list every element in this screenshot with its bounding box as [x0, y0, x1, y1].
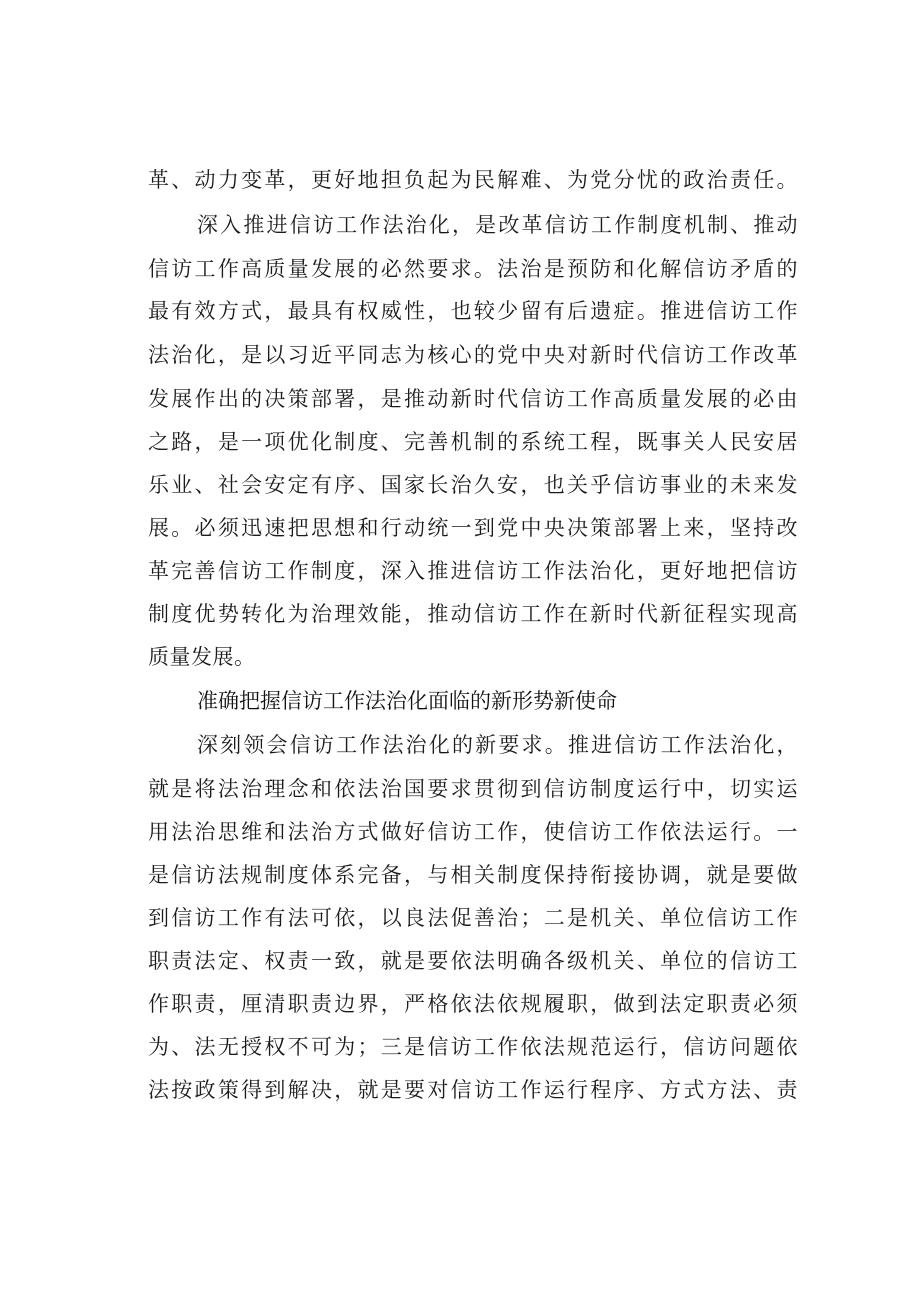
text-line: 革、动力变革，更好地担负起为民解难、为党分忧的政治责任。	[148, 168, 798, 192]
text-line: 用法治思维和法治方式做好信访工作，使信访工作依法运行。一	[148, 820, 798, 844]
text-line: 乐业、社会安定有序、国家长治久安，也关乎信访事业的未来发	[148, 473, 798, 497]
text-line: 深刻领会信访工作法治化的新要求。推进信访工作法治化，	[197, 733, 798, 757]
text-line: 作职责，厘清职责边界，严格依法依规履职，做到法定职责必须	[148, 992, 798, 1016]
text-line: 为、法无授权不可为；三是信访工作依法规范运行，信访问题依	[148, 1035, 798, 1059]
text-line: 发展作出的决策部署，是推动新时代信访工作高质量发展的必由	[148, 387, 798, 411]
text-line: 最有效方式，最具有权威性，也较少留有后遗症。推进信访工作	[148, 299, 798, 323]
text-line: 就是将法治理念和依法治国要求贯彻到信访制度运行中，切实运	[148, 777, 798, 801]
text-line: 到信访工作有法可依，以良法促善治；二是机关、单位信访工作	[148, 906, 798, 930]
text-line: 职责法定、权责一致，就是要依法明确各级机关、单位的信访工	[148, 949, 798, 973]
section-heading: 准确把握信访工作法治化面临的新形势新使命	[197, 689, 617, 713]
text-line: 制度优势转化为治理效能，推动信访工作在新时代新征程实现高	[148, 602, 798, 626]
text-line: 展。必须迅速把思想和行动统一到党中央决策部署上来，坚持改	[148, 516, 798, 540]
text-line: 革完善信访工作制度，深入推进信访工作法治化，更好地把信访	[148, 559, 798, 583]
text-line: 法治化，是以习近平同志为核心的党中央对新时代信访工作改革	[148, 343, 798, 367]
text-line: 质量发展。	[148, 645, 256, 669]
text-line: 信访工作高质量发展的必然要求。法治是预防和化解信访矛盾的	[148, 257, 798, 281]
text-line: 深入推进信访工作法治化，是改革信访工作制度机制、推动	[197, 213, 798, 237]
text-line: 是信访法规制度体系完备，与相关制度保持衔接协调，就是要做	[148, 863, 798, 887]
text-line: 法按政策得到解决，就是要对信访工作运行程序、方式方法、责	[148, 1078, 798, 1102]
text-line: 之路，是一项优化制度、完善机制的系统工程，既事关人民安居	[148, 430, 798, 454]
